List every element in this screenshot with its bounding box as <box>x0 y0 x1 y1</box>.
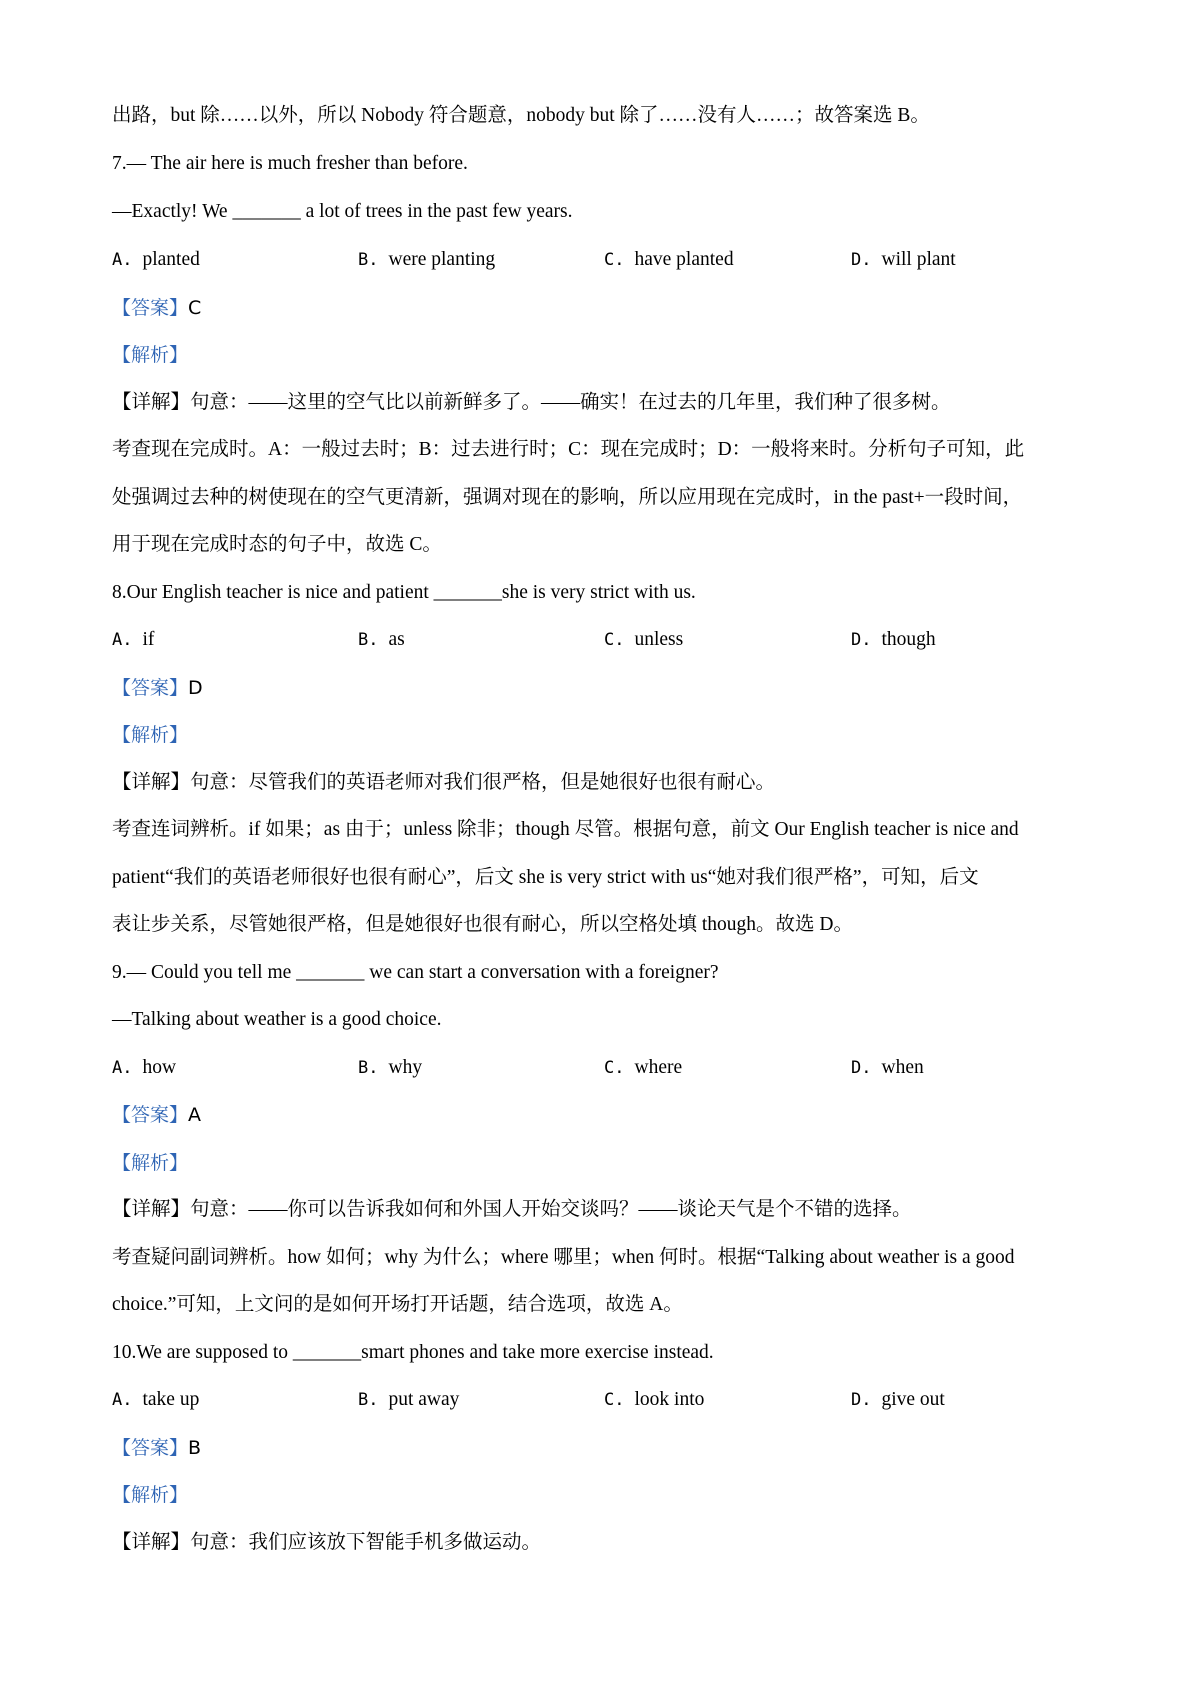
answer-line <box>112 1103 201 1128</box>
option-letter: A. <box>112 630 133 650</box>
option-letter: D. <box>851 630 872 650</box>
analysis-line <box>112 1151 188 1176</box>
detail-line: 【详解】句意：——这里的空气比以前新鲜多了。——确实！在过去的几年里，我们种了很多树。 <box>112 392 951 413</box>
analysis-label: 【解析】 <box>112 1152 189 1174</box>
option-letter: A. <box>112 250 133 270</box>
option-text: take up <box>142 1389 200 1410</box>
option-text: have planted <box>634 249 734 270</box>
answer-line <box>112 1436 201 1461</box>
option-a <box>112 628 154 652</box>
answer-value: B <box>188 1437 202 1459</box>
option-text: were planting <box>388 249 496 270</box>
option-letter: D. <box>851 1058 872 1078</box>
intro-line: 出路，but 除……以外，所以 Nobody 符合题意，nobody but 除了……没有人……；故答案选 B。 <box>112 105 930 126</box>
option-c <box>604 1056 682 1080</box>
question-stem: —Talking about weather is a good choice. <box>112 1009 442 1030</box>
question-stem: —Exactly! We _______ a lot of trees in the past few years. <box>112 201 573 222</box>
option-text: why <box>388 1057 423 1078</box>
answer-label: 【答案】 <box>112 1437 189 1459</box>
detail-line: 表让步关系，尽管她很严格，但是她很好也很有耐心，所以空格处填 though。故选 D。 <box>112 914 854 935</box>
answer-label: 【答案】 <box>112 677 189 699</box>
question-stem: 7.— The air here is much fresher than before. <box>112 153 468 174</box>
option-b <box>358 628 405 652</box>
option-letter: B. <box>358 250 379 270</box>
detail-line: 【详解】句意：尽管我们的英语老师对我们很严格，但是她很好也很有耐心。 <box>112 772 776 793</box>
detail-line: 处强调过去种的树使现在的空气更清新，强调对现在的影响，所以应用现在完成时，in the past+一段时间， <box>112 487 1023 508</box>
option-letter: A. <box>112 1390 133 1410</box>
option-a <box>112 1056 176 1080</box>
option-b <box>358 1388 459 1412</box>
option-c <box>604 248 734 272</box>
option-b <box>358 1056 422 1080</box>
option-d <box>851 628 936 652</box>
question-stem: 9.— Could you tell me _______ we can start a conversation with a foreigner? <box>112 962 719 983</box>
option-d <box>851 248 956 272</box>
answer-value: A <box>188 1104 202 1126</box>
analysis-line <box>112 343 188 368</box>
option-text: unless <box>634 629 684 650</box>
detail-line: 用于现在完成时态的句子中，故选 C。 <box>112 534 442 555</box>
option-d <box>851 1056 924 1080</box>
analysis-line <box>112 723 188 748</box>
option-letter: B. <box>358 630 379 650</box>
question-stem: 8.Our English teacher is nice and patient _______she is very strict with us. <box>112 582 696 603</box>
option-text: give out <box>881 1389 945 1410</box>
option-text: when <box>881 1057 924 1078</box>
option-letter: D. <box>851 250 872 270</box>
detail-line: patient“我们的英语老师很好也很有耐心”，后文 she is very strict with us“她对我们很严格”，可知，后文 <box>112 867 979 888</box>
analysis-label: 【解析】 <box>112 1484 189 1506</box>
answer-label: 【答案】 <box>112 297 189 319</box>
detail-line: choice.”可知，上文问的是如何开场打开话题，结合选项，故选 A。 <box>112 1294 683 1315</box>
option-letter: C. <box>604 1058 625 1078</box>
option-text: though <box>881 629 936 650</box>
answer-value: D <box>188 677 203 699</box>
analysis-label: 【解析】 <box>112 724 189 746</box>
answer-line <box>112 296 201 321</box>
option-text: where <box>634 1057 683 1078</box>
option-c <box>604 1388 704 1412</box>
option-text: look into <box>634 1389 705 1410</box>
detail-line: 考查现在完成时。A：一般过去时；B：过去进行时；C：现在完成时；D：一般将来时。分析句子可知，此 <box>112 439 1025 460</box>
option-text: how <box>142 1057 177 1078</box>
option-a <box>112 1388 199 1412</box>
option-text: if <box>142 629 155 650</box>
option-d <box>851 1388 945 1412</box>
option-text: will plant <box>881 249 956 270</box>
option-letter: B. <box>358 1058 379 1078</box>
option-letter: A. <box>112 1058 133 1078</box>
analysis-label: 【解析】 <box>112 344 189 366</box>
option-letter: D. <box>851 1390 872 1410</box>
answer-line <box>112 676 203 701</box>
option-a <box>112 248 200 272</box>
detail-line: 考查连词辨析。if 如果；as 由于；unless 除非；though 尽管。根据句意，前文 Our English teacher is nice and <box>112 819 1019 840</box>
answer-value: C <box>188 297 202 319</box>
option-text: put away <box>388 1389 460 1410</box>
analysis-line <box>112 1483 188 1508</box>
option-text: planted <box>142 249 200 270</box>
option-letter: C. <box>604 250 625 270</box>
detail-line: 【详解】句意：——你可以告诉我如何和外国人开始交谈吗？——谈论天气是个不错的选择。 <box>112 1199 912 1220</box>
detail-line: 考查疑问副词辨析。how 如何；why 为什么；where 哪里；when 何时。根据“Talking about weather is a good <box>112 1247 1015 1268</box>
option-letter: B. <box>358 1390 379 1410</box>
option-letter: C. <box>604 630 625 650</box>
option-b <box>358 248 495 272</box>
option-letter: C. <box>604 1390 625 1410</box>
option-text: as <box>388 629 405 650</box>
detail-line: 【详解】句意：我们应该放下智能手机多做运动。 <box>112 1532 542 1553</box>
question-stem: 10.We are supposed to _______smart phones and take more exercise instead. <box>112 1342 714 1363</box>
answer-label: 【答案】 <box>112 1104 189 1126</box>
option-c <box>604 628 683 652</box>
